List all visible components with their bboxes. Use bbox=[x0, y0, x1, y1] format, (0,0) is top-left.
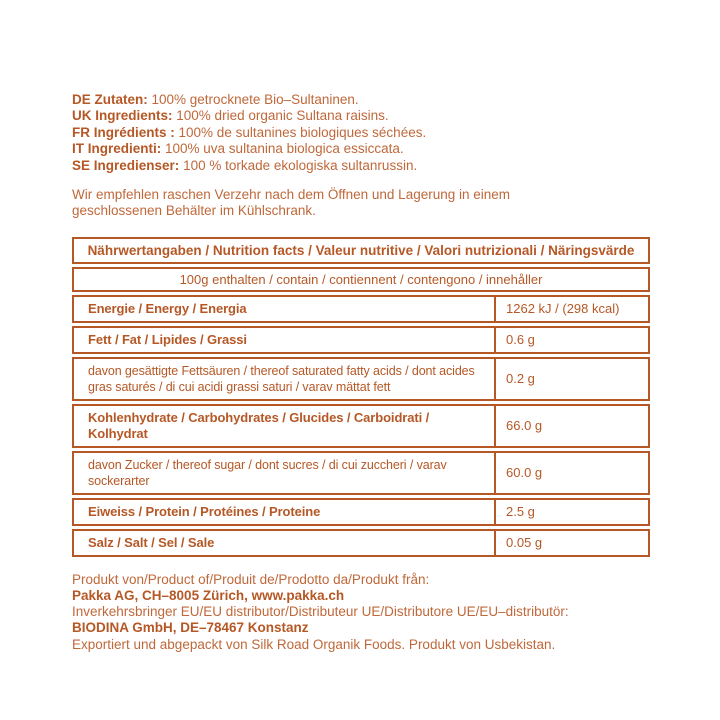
producer-name-address: Pakka AG, CH–8005 Zürich, www.pakka.ch bbox=[72, 588, 345, 604]
ingredient-text: 100% uva sultanina biologica essiccata. bbox=[165, 141, 404, 157]
ingredient-text: 100% dried organic Sultana raisins. bbox=[176, 108, 389, 124]
ingredient-lang-prefix: SE Ingredienser: bbox=[72, 157, 180, 173]
producer-info bbox=[72, 572, 620, 653]
eu-distributor-name-address: BIODINA GmbH, DE–78467 Konstanz bbox=[72, 620, 309, 636]
nutrition-table-title-row bbox=[72, 237, 650, 264]
nutrition-row-protein bbox=[72, 498, 650, 526]
nutrient-value: 0.6 g bbox=[494, 328, 648, 352]
ingredient-line-uk bbox=[72, 108, 650, 124]
nutrition-row-energy bbox=[72, 295, 650, 323]
nutrient-label: Eiweiss / Protein / Protéines / Proteine bbox=[88, 503, 321, 519]
ingredients-list bbox=[72, 92, 650, 174]
nutrient-value: 1262 kJ / (298 kcal) bbox=[494, 297, 648, 321]
export-origin-note: Exportiert und abgepackt von Silk Road Organik Foods. Produkt von Usbekistan. bbox=[72, 636, 556, 652]
ingredient-lang-prefix: IT Ingredienti: bbox=[72, 141, 162, 157]
storage-note: Wir empfehlen raschen Verzehr nach dem Öffnen und Lagerung in einem geschlossenen Behälter im Kühlschrank. bbox=[72, 187, 511, 219]
ingredient-line-it bbox=[72, 141, 650, 157]
ingredient-line-fr bbox=[72, 125, 650, 141]
nutrient-label: davon gesättigte Fettsäuren / thereof saturated fatty acids / dont acides gras saturés / di cui acidi grassi saturi / varav mättat fett bbox=[88, 363, 475, 394]
nutrition-row-fat bbox=[72, 326, 650, 354]
nutrient-value: 60.0 g bbox=[494, 453, 648, 493]
nutrient-label: Energie / Energy / Energia bbox=[88, 300, 247, 316]
nutrition-table-title: Nährwertangaben / Nutrition facts / Valeur nutritive / Valori nutrizionali / Näringsvärde bbox=[87, 242, 635, 258]
ingredient-lang-prefix: DE Zutaten: bbox=[72, 92, 148, 107]
nutrition-table bbox=[72, 237, 650, 557]
nutrition-row-carbohydrates bbox=[72, 404, 650, 448]
nutrition-table-subtitle-row bbox=[72, 267, 650, 292]
nutrient-value: 2.5 g bbox=[494, 500, 648, 524]
nutrition-row-saturated-fat bbox=[72, 357, 650, 401]
ingredient-text: 100% getrocknete Bio–Sultaninen. bbox=[151, 92, 359, 107]
ingredient-lang-prefix: FR Ingrédients : bbox=[72, 124, 175, 140]
ingredient-text: 100 % torkade ekologiska sultanrussin. bbox=[183, 157, 418, 173]
ingredient-line-de bbox=[72, 92, 650, 108]
nutrient-label: davon Zucker / thereof sugar / dont sucres / di cui zuccheri / varav sockerarter bbox=[88, 457, 447, 488]
nutrition-row-salt bbox=[72, 529, 650, 557]
nutrient-value: 0.05 g bbox=[494, 531, 648, 555]
nutrient-label: Salz / Salt / Sel / Sale bbox=[88, 534, 215, 550]
nutrient-value: 0.2 g bbox=[494, 359, 648, 399]
ingredient-text: 100% de sultanines biologiques séchées. bbox=[178, 124, 427, 140]
product-of-label: Produkt von/Product of/Produit de/Prodotto da/Produkt från: bbox=[72, 571, 430, 587]
nutrition-row-sugar bbox=[72, 451, 650, 495]
ingredient-lang-prefix: UK Ingredients: bbox=[72, 108, 173, 124]
nutrient-label: Kohlenhydrate / Carbohydrates / Glucides / Carboidrati / Kolhydrat bbox=[88, 409, 430, 441]
eu-distributor-label: Inverkehrsbringer EU/EU distributor/Distributeur UE/Distributore UE/EU–distributör: bbox=[72, 604, 569, 620]
nutrient-label: Fett / Fat / Lipides / Grassi bbox=[88, 331, 247, 347]
nutrient-value: 66.0 g bbox=[494, 406, 648, 446]
ingredient-line-se bbox=[72, 158, 650, 174]
nutrition-table-subtitle: 100g enthalten / contain / contiennent / contengono / innehåller bbox=[179, 271, 543, 287]
